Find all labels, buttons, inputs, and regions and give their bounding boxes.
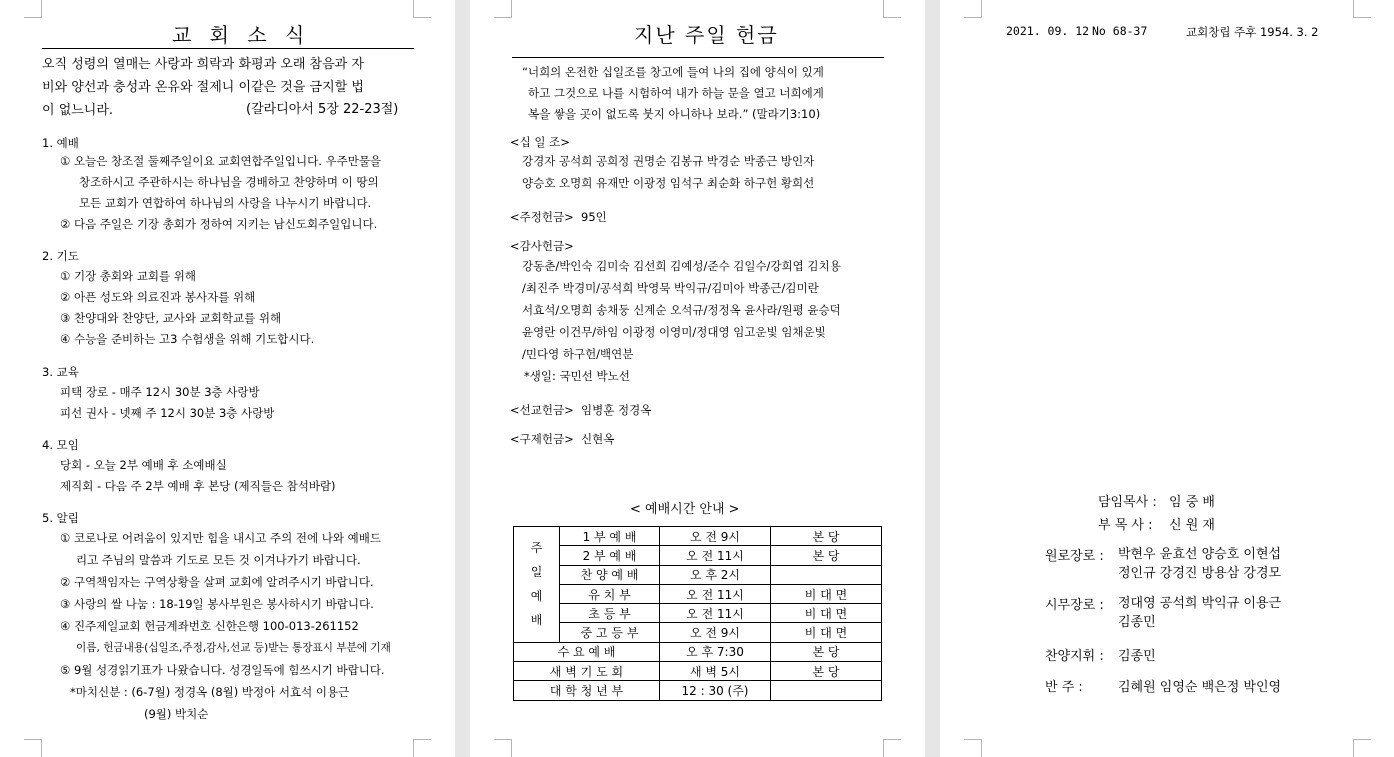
service-name: 새 벽 기 도 회 <box>514 662 660 681</box>
service-time: 오 전 9시 <box>660 527 771 546</box>
section-heading-education: 3. 교육 <box>42 365 79 379</box>
service-place: 본 당 <box>771 642 882 661</box>
crop-mark <box>413 739 431 757</box>
list-item: ② 구역책임자는 구역상황을 살펴 교회에 알려주시기 바랍니다. <box>60 575 374 589</box>
pastor-name: 임 중 배 <box>1169 495 1215 510</box>
schedule-group-cell <box>514 527 560 643</box>
page-masthead <box>940 0 1394 757</box>
birthday-line: *생일: 국민선 박노선 <box>524 369 630 383</box>
weekly-offering-label: <주정헌금> <box>510 210 574 224</box>
crop-mark <box>24 739 42 757</box>
table-row <box>514 623 882 642</box>
emeritus-elders-names <box>1118 545 1281 583</box>
table-row <box>514 604 882 623</box>
thanks-offering-names <box>522 255 841 387</box>
name-line: 양승호 오명희 유재만 이광정 임석구 최순화 하구헌 황희선 <box>522 176 815 190</box>
list-item: 당회 - 오늘 2부 예배 후 소예배실 <box>60 458 227 472</box>
service-place: 본 당 <box>771 662 882 681</box>
list-item: ④ 수능을 준비하는 고3 수험생을 위해 기도합시다. <box>60 332 315 346</box>
section-worship-body <box>60 151 381 235</box>
active-elders-label: 시무장로 : <box>1045 598 1104 613</box>
schedule-title: < 예배시간 안내 > <box>630 502 740 517</box>
name-line: 강경자 공석희 공희정 권명순 김봉규 박경순 박종근 방인자 <box>522 154 815 168</box>
service-name: 수 요 예 배 <box>514 642 660 661</box>
page-title: 지난 주일 헌금 <box>634 23 779 47</box>
list-item: 리고 주님의 말씀과 기도로 모든 것 이겨나가기 바랍니다. <box>76 553 361 567</box>
service-place <box>771 565 882 584</box>
service-name: 찬 양 예 배 <box>560 565 660 584</box>
page-title: 교 회 소 식 <box>172 23 311 47</box>
service-time: 오 후 2시 <box>660 565 771 584</box>
list-item: 창조하시고 주관하시는 하나님을 경배하고 찬양하며 이 땅의 <box>79 175 379 189</box>
service-name: 2 부 예 배 <box>560 546 660 565</box>
quote-line: 하고 그것으로 나를 시험하여 내가 하늘 문을 열고 너희에게 <box>528 86 824 100</box>
crop-mark <box>494 739 512 757</box>
service-place: 비 대 면 <box>771 584 882 603</box>
worship-schedule-table <box>513 526 882 701</box>
tithe-label: <십 일 조> <box>510 135 570 149</box>
table-row <box>514 642 882 661</box>
crop-mark <box>883 0 901 18</box>
crop-mark <box>24 0 42 18</box>
list-item: ③ 사랑의 쌀 나눔 : 18-19일 봉사부원은 봉사하시기 바랍니다. <box>60 597 374 611</box>
list-item: 모든 교회가 연합하여 하나님의 사랑을 나누시기 바랍니다. <box>79 196 372 210</box>
service-time: 새 벽 5시 <box>660 662 771 681</box>
emeritus-elders-label: 원로장로 : <box>1045 549 1104 564</box>
schedule-group-char: 주 <box>530 541 543 556</box>
name-line: /최진주 박경미/공석희 박영묵 박익규/김미아 박종근/김미란 <box>522 281 819 295</box>
list-item: *마치신분 : (6-7월) 정경옥 (8월) 박정아 서효석 이용근 <box>70 685 350 699</box>
list-item: ② 다음 주일은 기장 총회가 정하여 지키는 남신도회주일입니다. <box>60 217 378 231</box>
service-place: 비 대 면 <box>771 623 882 642</box>
table-row <box>514 681 882 700</box>
section-education-body <box>60 382 274 424</box>
choir-director-name: 김종민 <box>1118 649 1156 664</box>
crop-mark <box>1353 739 1371 757</box>
quote-line: 복을 쌓을 곳이 없도록 붓지 아니하나 보라.” (말라기3:10) <box>528 107 821 121</box>
name-line: 박현우 윤효선 양승호 이현섭 <box>1118 547 1282 562</box>
crop-mark <box>494 0 512 18</box>
issue-date: 2021. 09. 12 <box>1006 24 1090 38</box>
section-prayer-body <box>60 266 314 350</box>
relief-offering-value: 신현옥 <box>581 432 615 446</box>
crop-mark <box>964 0 982 18</box>
thanks-offering-label: <감사헌금> <box>510 239 574 253</box>
section-heading-notices: 5. 알림 <box>42 511 79 525</box>
service-place: 본 당 <box>771 527 882 546</box>
schedule-group-char: 일 <box>530 565 543 580</box>
service-time: 오 전 11시 <box>660 546 771 565</box>
table-row <box>514 662 882 681</box>
section-heading-prayer: 2. 기도 <box>42 249 79 263</box>
section-heading-meetings: 4. 모임 <box>42 438 79 452</box>
list-item: ① 코로나로 어려움이 있지만 힘을 내시고 주의 전에 나와 예배드 <box>60 531 381 545</box>
associate-pastor-label: 부 목 사 : <box>1098 518 1153 533</box>
scripture-quote <box>522 62 824 125</box>
section-notices-body <box>60 527 391 725</box>
service-place: 본 당 <box>771 546 882 565</box>
service-time: 12 : 30 (주) <box>660 681 771 700</box>
service-name: 대 학 청 년 부 <box>514 681 660 700</box>
list-item: (9월) 박치순 <box>144 707 209 721</box>
service-place <box>771 681 882 700</box>
associate-pastor-name: 신 원 재 <box>1169 518 1215 533</box>
list-item: 피선 권사 - 넷째 주 12시 30분 3층 사랑방 <box>60 406 275 420</box>
list-item: ⑤ 9월 성경읽기표가 나왔습니다. 성경일독에 힘쓰시기 바랍니다. <box>60 663 385 677</box>
crop-mark <box>883 739 901 757</box>
accompanist-names: 김혜원 임영순 백은정 박인영 <box>1118 680 1282 695</box>
title-rule <box>512 57 884 58</box>
section-meetings-body <box>60 455 336 497</box>
schedule-group-char: 예 <box>530 589 543 604</box>
relief-offering-label: <구제헌금> <box>510 432 574 446</box>
issue-number: No 68-37 <box>1092 24 1148 38</box>
list-item: ④ 진주제일교회 헌금계좌번호 신한은행 100-013-261152 <box>60 619 359 633</box>
section-heading-worship: 1. 예배 <box>42 136 79 150</box>
service-name: 유 치 부 <box>560 584 660 603</box>
service-time: 오 전 11시 <box>660 584 771 603</box>
verse-line: 오직 성령의 열매는 사랑과 희락과 화평과 오래 참음과 자 <box>42 57 364 72</box>
crop-mark <box>964 739 982 757</box>
schedule-group-char: 배 <box>530 613 543 628</box>
list-item: ③ 찬양대와 찬양단, 교사와 교회학교를 위해 <box>60 311 282 325</box>
page-church-news <box>0 0 455 757</box>
list-item: 피택 장로 - 매주 12시 30분 3층 사랑방 <box>60 385 260 399</box>
schedule-group-label <box>514 536 559 632</box>
list-item: 이름, 헌금내용(십일조,주정,감사,선교 등)받는 통장표시 부분에 기재 <box>76 642 391 654</box>
quote-line: “너희의 온전한 십일조를 창고에 들여 나의 집에 양식이 있게 <box>522 65 824 79</box>
crop-mark <box>413 0 431 18</box>
verse-line: 이 없느니라. <box>42 103 114 118</box>
service-name: 초 등 부 <box>560 604 660 623</box>
list-item: ① 기장 총회와 교회를 위해 <box>60 269 197 283</box>
title-rule <box>42 48 414 49</box>
pastor-label: 담임목사 : <box>1098 495 1157 510</box>
name-line: /민다영 하구헌/백연분 <box>522 347 634 361</box>
name-line: 강동춘/박인숙 김미숙 김선희 김예성/준수 김일수/강희엽 김치용 <box>522 259 841 273</box>
name-line: 김종민 <box>1118 615 1156 630</box>
name-line: 서효석/오명희 송채둥 신계순 오석규/정정옥 윤사라/원평 윤승덕 <box>522 303 841 317</box>
table-row <box>514 527 882 546</box>
service-place: 비 대 면 <box>771 604 882 623</box>
service-time: 오 전 11시 <box>660 604 771 623</box>
service-time: 오 후 7:30 <box>660 642 771 661</box>
verse-reference: (갈라디아서 5장 22-23절) <box>246 102 399 117</box>
church-founded: 교회창립 주후 1954. 3. 2 <box>1186 25 1319 39</box>
name-line: 정대영 공석희 박익규 이용근 <box>1118 596 1282 611</box>
accompanist-label: 반 주 : <box>1045 680 1083 695</box>
service-name: 중 고 등 부 <box>560 623 660 642</box>
weekly-offering-value: 95인 <box>581 210 607 224</box>
table-row <box>514 565 882 584</box>
mission-offering-label: <선교헌금> <box>510 403 574 417</box>
active-elders-names <box>1118 594 1281 632</box>
table-row <box>514 546 882 565</box>
name-line: 정인규 강경진 방용삼 강경모 <box>1118 566 1282 581</box>
name-line: 윤영란 이건무/하임 이광정 이영미/정대영 임고운빛 임채운빛 <box>522 325 826 339</box>
choir-director-label: 찬양지휘 : <box>1045 649 1104 664</box>
list-item: 제직회 - 다음 주 2부 예배 후 본당 (제직들은 참석바람) <box>60 479 336 493</box>
service-time: 오 전 9시 <box>660 623 771 642</box>
list-item: ① 오늘은 창조절 둘째주일이요 교회연합주일입니다. 우주만물을 <box>60 154 382 168</box>
verse-line: 비와 양선과 충성과 온유와 절제니 이같은 것을 금지할 법 <box>42 80 364 95</box>
mission-offering-value: 임병훈 정경옥 <box>581 403 652 417</box>
table-row <box>514 584 882 603</box>
list-item: ② 아픈 성도와 의료진과 봉사자를 위해 <box>60 290 256 304</box>
service-name: 1 부 예 배 <box>560 527 660 546</box>
crop-mark <box>1353 0 1371 18</box>
tithe-names <box>522 150 814 194</box>
